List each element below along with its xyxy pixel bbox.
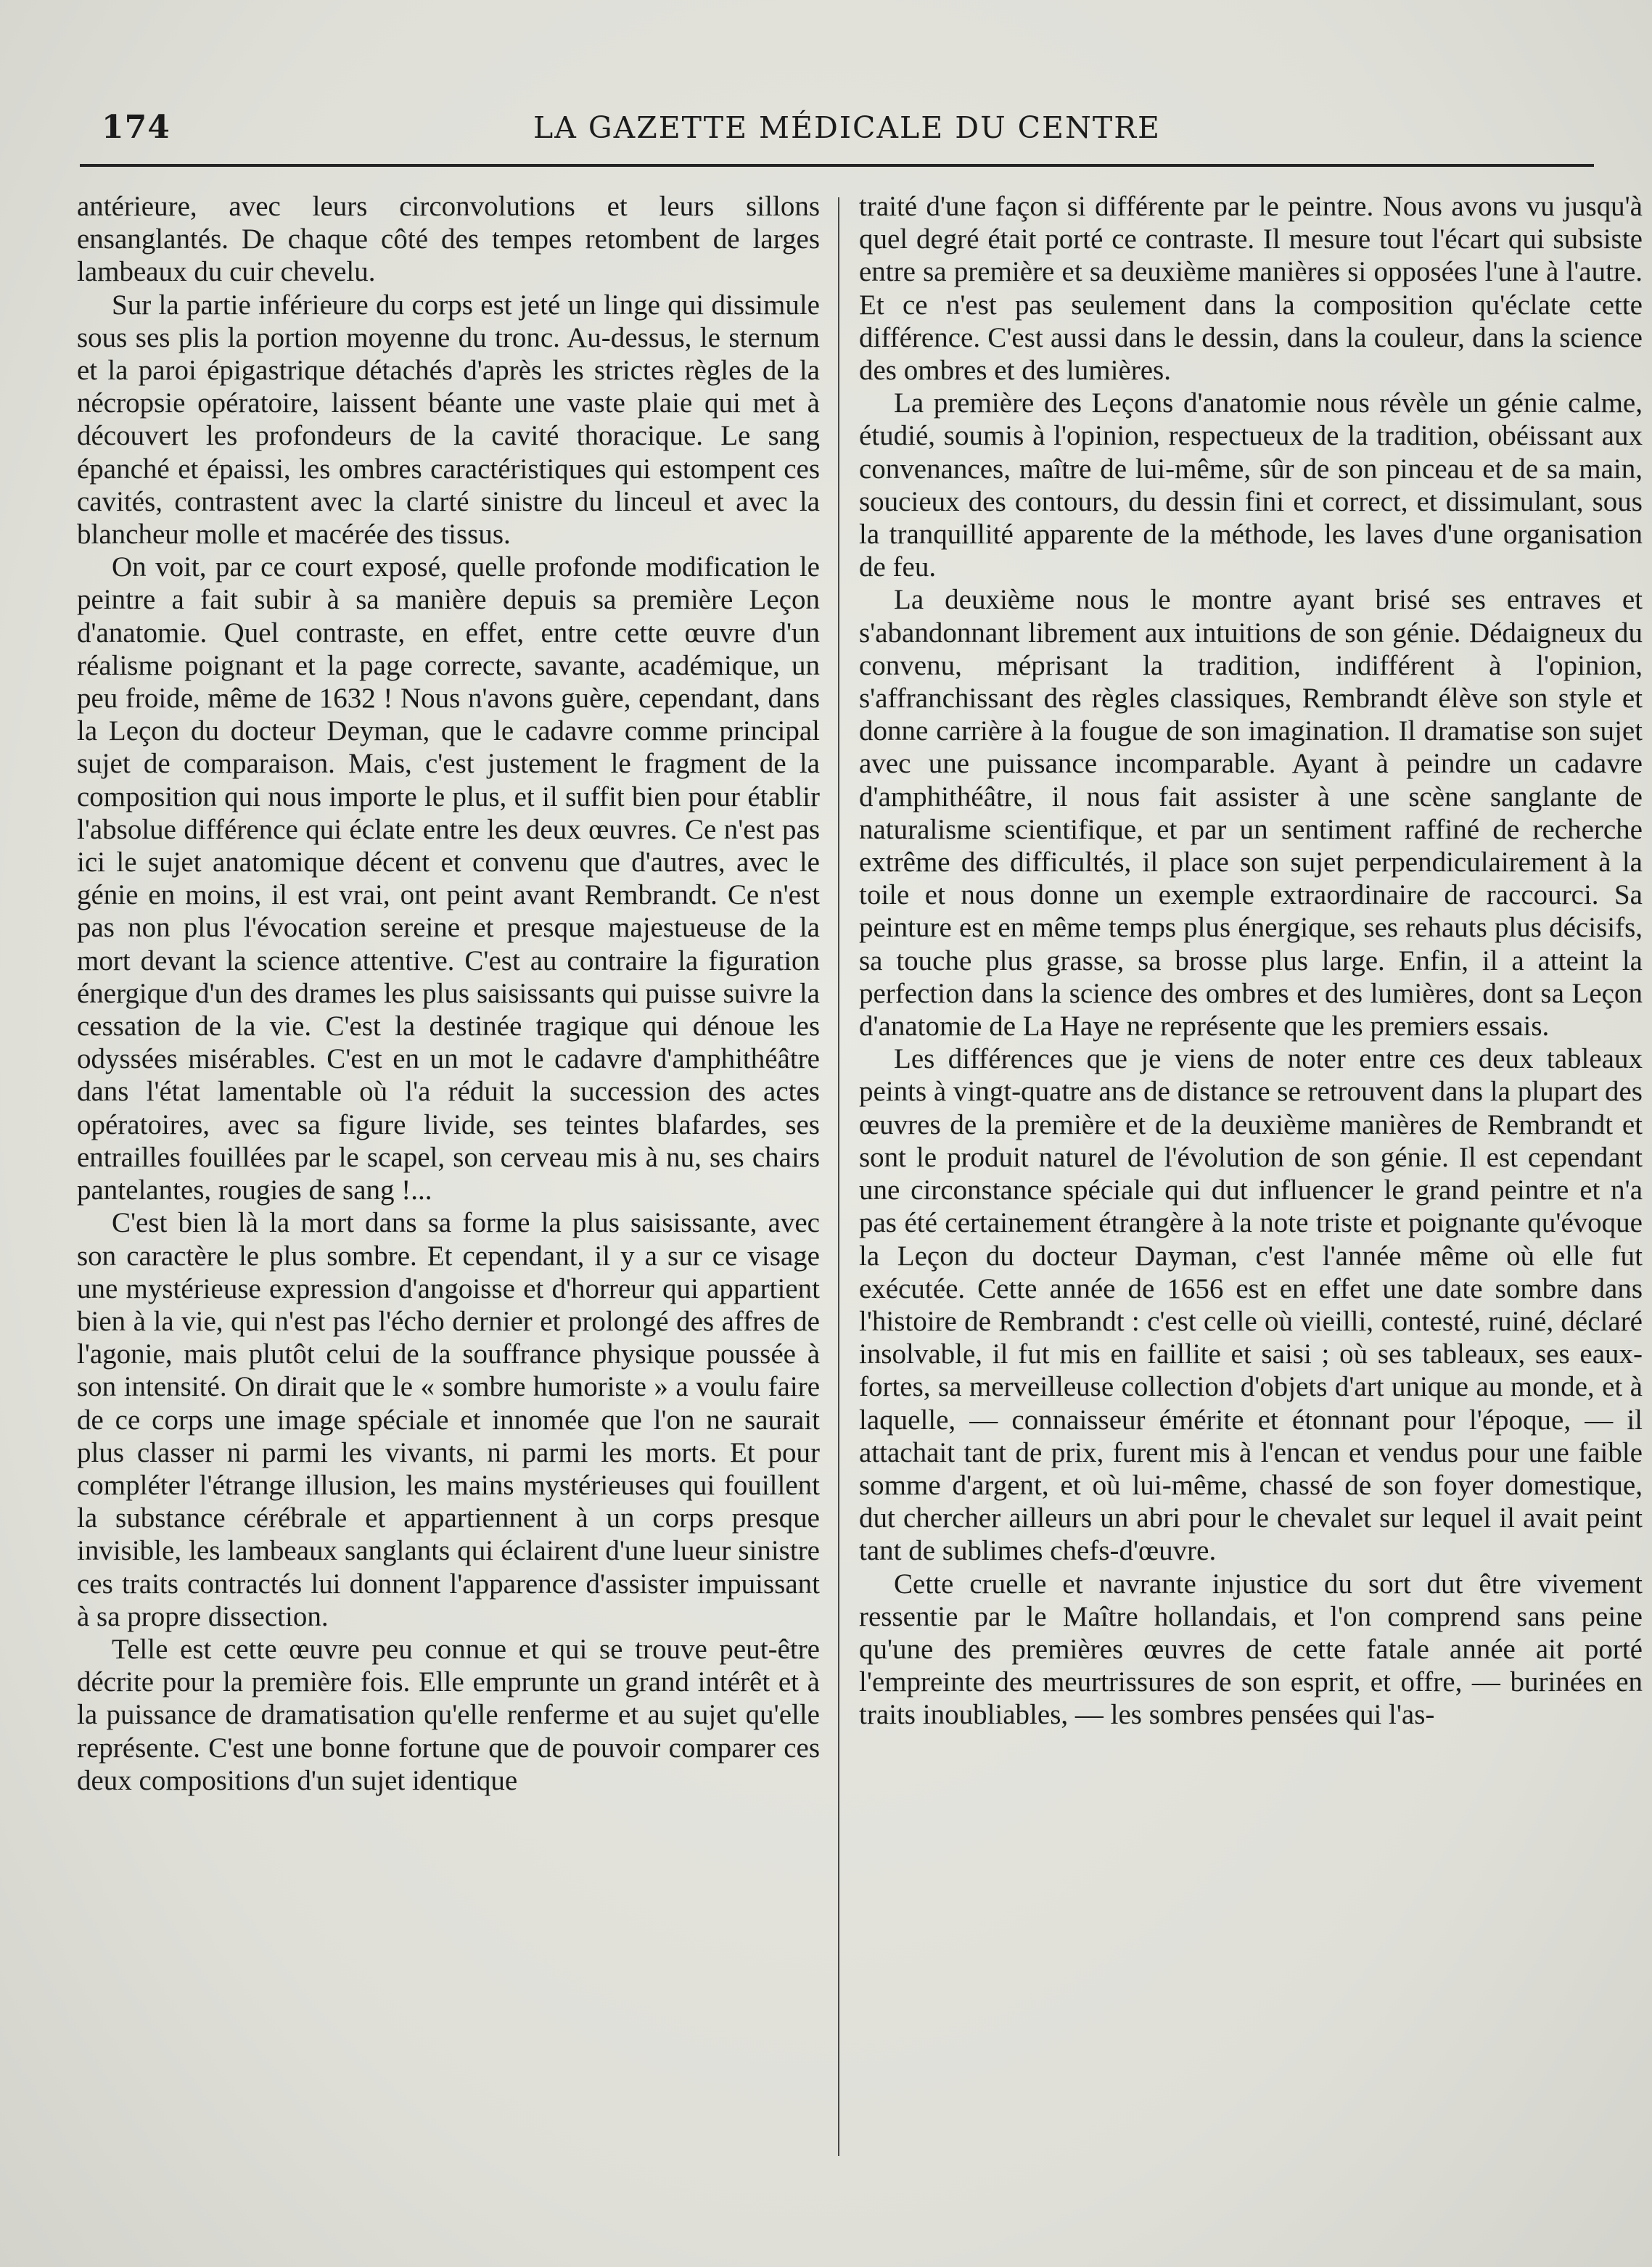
paragraph: La deuxième nous le montre ayant brisé ses entraves et s'abandonnant librement aux intuitions de son génie. Dédaigneux du convenu, méprisant la tradition, indifférent à l'opinion, s'affranchissant des règles classiques, Rembrandt élève son style et donne carrière à la fougue de son imagination. Il dramatise son sujet avec une puissance incomparable. Ayant à peindre un cadavre d'amphithéâtre, il nous fait assister à une scène sanglante de naturalisme scientifique, et par un sentiment raffiné de recherche extrême des difficultés, il place son sujet perpendiculairement à la toile et nous donne un exemple extraordinaire de raccourci. Sa peinture est en même temps plus énergique, ses rehauts plus décisifs, sa touche plus grasse, sa brosse plus large. Enfin, il a atteint la perfection dans la science des ombres et des lumières, dont sa Leçon d'anatomie de La Haye ne représente que les premiers essais. — [859, 584, 1643, 1042]
paragraph: Les différences que je viens de noter entre ces deux tableaux peints à vingt-quatre ans de distance se retrouvent dans la plupart des œuvres de la première et de la deuxième manières de Rembrandt et sont le produit naturel de l'évolution de son génie. Il est cependant une circonstance spéciale qui dut influencer le grand peintre et n'a pas été certainement étrangère à la note triste et poignante qu'évoque la Leçon du docteur Dayman, c'est l'année même où elle fut exécutée. Cette année de 1656 est en effet une date sombre dans l'histoire de Rembrandt : c'est celle où vieilli, contesté, ruiné, déclaré insolvable, il fut mis en faillite et saisi ; où ses tableaux, ses eaux-fortes, sa merveilleuse collection d'objets d'art unique au monde, et à laquelle, — connaisseur émérite et étonnant pour l'époque, — il attachait tant de prix, furent mis à l'encan et vendus pour une faible somme d'argent, et où lui-même, chassé de son foyer domestique, dut chercher ailleurs un abri pour le chevalet sur lequel il avait peint tant de sublimes chefs-d'œuvre. — [859, 1043, 1643, 1567]
column-divider — [838, 197, 839, 2156]
header-rule — [80, 164, 1594, 167]
paragraph: On voit, par ce court exposé, quelle profonde modification le peintre a fait subir à sa manière depuis sa première Leçon d'anatomie. Quel contraste, en effet, entre cette œuvre d'un réalisme poignant et la page correcte, savante, académique, un peu froide, même de 1632 ! Nous n'avons guère, cependant, dans la Leçon du docteur Deyman, que le cadavre comme principal sujet de comparaison. Mais, c'est justement le fragment de la composition qui nous importe le plus, et il suffit bien pour établir l'absolue différence qui éclate entre les deux œuvres. Ce n'est pas ici le sujet anatomique décent et convenu que d'autres, avec le génie en moins, il est vrai, ont peint avant Rembrandt. Ce n'est pas non plus l'évocation sereine et presque majestueuse de la mort devant la science attentive. C'est au contraire la figuration énergique d'un des drames les plus saisissants qui puisse suivre la cessation de la vie. C'est la destinée tragique qui dénoue les odyssées misérables. C'est en un mot le cadavre d'amphithéâtre dans l'état lamentable où l'a réduit la succession des actes opératoires, avec sa figure livide, ses teintes blafardes, ses entrailles fouillées par le scapel, son cerveau mis à nu, ses chairs pantelantes, rougies de sang !... — [77, 551, 820, 1206]
paragraph: La première des Leçons d'anatomie nous révèle un génie calme, étudié, soumis à l'opinion, respectueux de la tradition, obéissant aux convenances, maître de lui-même, sûr de son pinceau et de sa main, soucieux des contours, du dessin fini et correct, et dissimulant, sous la tranquillité apparente de la méthode, les laves d'une organisation de feu. — [859, 387, 1643, 583]
paragraph: Cette cruelle et navrante injustice du sort dut être vivement ressentie par le Maître hollandais, et l'on comprend sans peine qu'une des premières œuvres de cette fatale année ait porté l'empreinte des meurtrissures de son esprit, et offre, — burinées en traits inoubliables, — les sombres pensées qui l'as- — [859, 1568, 1643, 1731]
page-header — [102, 103, 1593, 154]
paragraph: C'est bien là la mort dans sa forme la plus saisissante, avec son caractère le plus sombre. Et cependant, il y a sur ce visage une mystérieuse expression d'angoisse et d'horreur qui appartient bien à la vie, qui n'est pas l'écho dernier et prolongé des affres de l'agonie, mais plutôt celui de la souffrance physique poussée à son intensité. On dirait que le « sombre humoriste » a voulu faire de ce corps une image spéciale et innomée que l'on ne saurait plus classer ni parmi les vivants, ni parmi les morts. Et pour compléter l'étrange illusion, les mains mystérieuses qui fouillent la substance cérébrale et appartiennent à un corps presque invisible, les lambeaux sanglants qui éclairent d'une lueur sinistre ces traits contractés lui donnent l'apparence d'assister impuissant à sa propre dissection. — [77, 1207, 820, 1632]
paragraph: Telle est cette œuvre peu connue et qui se trouve peut-être décrite pour la première fois. Elle emprunte un grand intérêt et à la puissance de dramatisation qu'elle renferme et au sujet qu'elle représente. C'est une bonne fortune que de pouvoir comparer ces deux compositions d'un sujet identique — [77, 1633, 820, 1796]
journal-title: LA GAZETTE MÉDICALE DU CENTRE — [533, 110, 1161, 145]
left-column — [77, 190, 820, 1797]
paragraph: traité d'une façon si différente par le peintre. Nous avons vu jusqu'à quel degré était porté ce contraste. Il mesure tout l'écart qui subsiste entre sa première et sa deuxième manières si opposées l'une à l'autre. Et ce n'est pas seulement dans la composition qu'éclate cette différence. C'est aussi dans le dessin, dans la couleur, dans la science des ombres et des lumières. — [859, 191, 1643, 387]
page-number: 174 — [102, 109, 170, 146]
paragraph: antérieure, avec leurs circonvolutions et leurs sillons ensanglantés. De chaque côté des tempes retombent de larges lambeaux du cuir chevelu. — [77, 191, 820, 288]
right-column — [859, 190, 1643, 1732]
paragraph: Sur la partie inférieure du corps est jeté un linge qui dissimule sous ses plis la portion moyenne du tronc. Au-dessus, le sternum et la paroi épigastrique détachés d'après les strictes règles de la nécropsie opératoire, laissent béante une vaste plaie qui met à découvert les profondeurs de la cavité thoracique. Le sang épanché et épaissi, les ombres caractéristiques qui estompent ces cavités, contrastent avec la clarté sinistre du linceul et avec la blancheur molle et macérée des tissus. — [77, 289, 820, 551]
